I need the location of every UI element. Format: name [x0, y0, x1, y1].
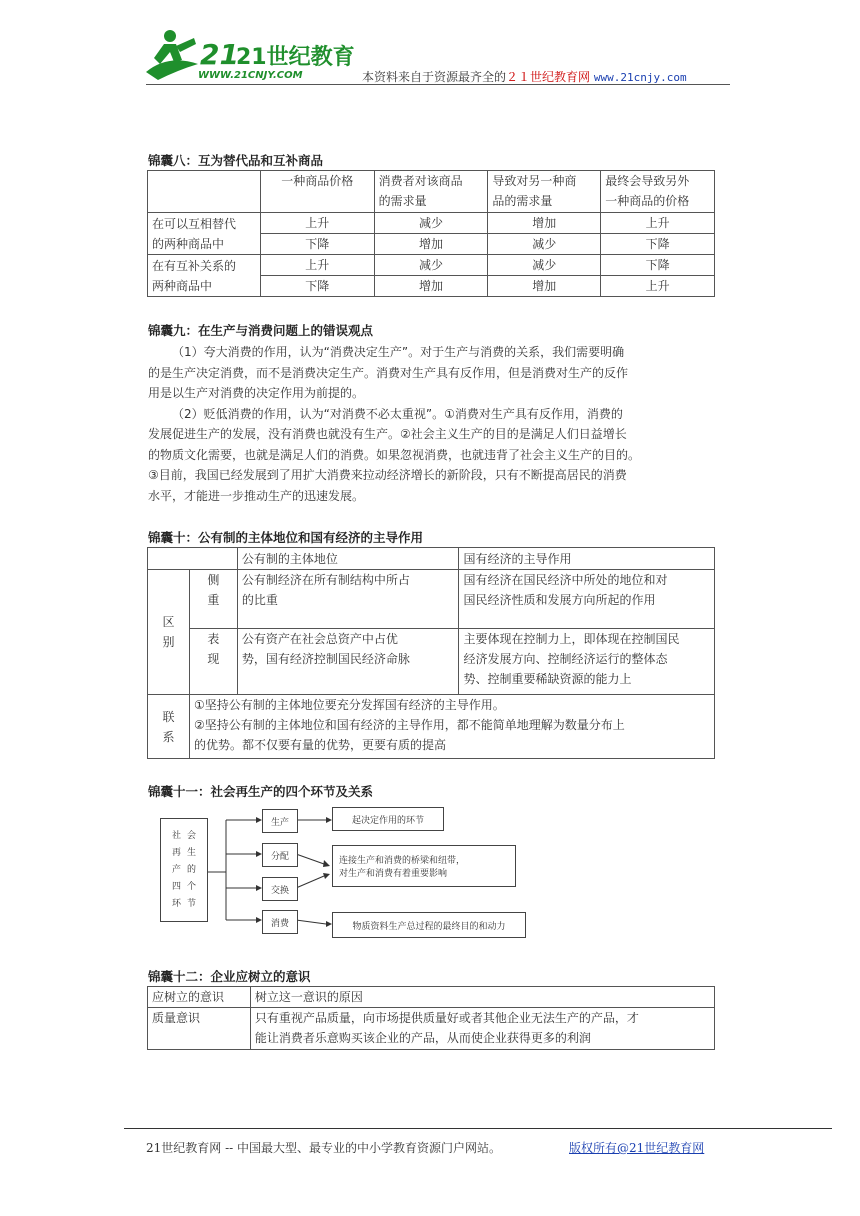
table-cell: 只有重视产品质量，向市场提供质量好或者其他企业无法生产的产品，才 能让消费者乐意购买该企业的产品，从而使企业获得更多的利润 [250, 1008, 714, 1050]
desc-consumption: 物质资料生产总过程的最终目的和动力 [332, 912, 526, 938]
source-brand[interactable]: ２１世纪教育网 [506, 70, 591, 84]
paragraph-line: 发展促进生产的发展，没有消费也就没有生产。②社会主义生产的目的是满足人们日益增长 [148, 427, 627, 441]
reproduction-root-box: 社 再 产 四 环 会 生 的 个 节 [160, 818, 208, 922]
node-consumption: 消费 [262, 910, 298, 934]
table-cell: 增加 [374, 276, 488, 297]
table-cell: 减少 [488, 255, 601, 276]
node-production: 生产 [262, 809, 298, 833]
paragraph-line: 水平，才能进一步推动生产的迅速发展。 [148, 488, 365, 503]
table-cell: 公有制经济在所有制结构中所占 的比重 [237, 570, 459, 629]
table-cell: 上升 [260, 213, 374, 234]
svg-text:WWW.21CNJY.COM: WWW.21CNJY.COM [198, 70, 303, 81]
table-cell: 上升 [260, 255, 374, 276]
table-cell: 下降 [260, 276, 374, 297]
ownership-table [147, 547, 715, 759]
substitute-complement-table [147, 170, 715, 297]
table-cell: 国有经济在国民经济中所处的地位和对 国民经济性质和发展方向所起的作用 [459, 570, 715, 629]
section9-body [148, 342, 714, 506]
desc-distribution-exchange: 连接生产和消费的桥梁和纽带， 对生产和消费有着重要影响 [332, 845, 516, 887]
row-label-emphasis: 侧 重 [189, 570, 237, 629]
source-prefix: 本资料来自于资源最齐全的 [362, 70, 507, 84]
section11-title: 锦囊十一：社会再生产的四个环节及关系 [148, 784, 374, 799]
table-cell: 增加 [488, 213, 601, 234]
header-source-text [362, 68, 687, 85]
section8-title: 锦囊八：互为替代品和互补商品 [148, 153, 324, 168]
source-url-link[interactable]: www.21cnjy.com [593, 71, 687, 84]
section12-title: 锦囊十二：企业应树立的意识 [148, 969, 311, 984]
table-header-cell: 一种商品价格 [260, 171, 374, 213]
table-corner-cell [148, 171, 261, 213]
header-divider [146, 84, 730, 85]
table-cell: 公有资产在社会总资产中占优 势，国有经济控制国民经济命脉 [237, 629, 459, 695]
paragraph-line: （2）贬低消费的作用，认为“对消费不必太重视”。①消费对生产具有反作用，消费的 [172, 406, 623, 421]
table-cell: 减少 [374, 213, 488, 234]
node-exchange: 交换 [262, 877, 298, 901]
node-distribution: 分配 [262, 843, 298, 867]
table-cell: 质量意识 [148, 1008, 251, 1050]
table-cell: 下降 [601, 255, 715, 276]
site-logo[interactable] [138, 24, 355, 88]
svg-text:21: 21 [200, 38, 239, 71]
table-header-cell: 消费者对该商品 的需求量 [374, 171, 488, 213]
table-cell: 下降 [601, 234, 715, 255]
paragraph-line: 的物质文化需要，也就是满足人们的消费。如果忽视消费，也就违背了社会主义生产的目的。 [148, 447, 641, 462]
table-cell: 增加 [374, 234, 488, 255]
table-header-cell: 导致对另一种商 品的需求量 [488, 171, 601, 213]
paragraph-line: 用是以生产对消费的决定作用为前提的。 [148, 386, 365, 400]
table-cell: 上升 [601, 276, 715, 297]
row-label-substitutes: 在可以互相替代 的两种商品中 [148, 213, 261, 255]
table-header-cell: 应树立的意识 [148, 987, 251, 1008]
table-cell: 主要体现在控制力上，即体现在控制国民 经济发展方向、控制经济运行的整体态 势、控制重要稀缺资源的能力上 [459, 629, 715, 695]
footer-copyright-link[interactable]: 版权所有@21世纪教育网 [569, 1141, 705, 1155]
section10-title: 锦囊十：公有制的主体地位和国有经济的主导作用 [148, 530, 424, 545]
table-cell: 下降 [260, 234, 374, 255]
paragraph-line: 的是生产决定消费，而不是消费决定生产。消费对生产具有反作用，但是消费对生产的反作 [148, 365, 629, 380]
table-cell: ①坚持公有制的主体地位要充分发挥国有经济的主导作用。 ②坚持公有制的主体地位和国有经济的主导作用，都不能简单地理解为数量分布上 的优势。都不仅要有量的优势，更要有质的提高 [189, 695, 714, 759]
runner-logo-icon [138, 24, 355, 88]
svg-text:21世纪教育: 21世纪教育 [236, 45, 355, 70]
table-cell: 上升 [601, 213, 715, 234]
section9-title: 锦囊九：在生产与消费问题上的错误观点 [148, 323, 374, 338]
enterprise-awareness-table [147, 986, 715, 1050]
row-label-complements: 在有互补关系的 两种商品中 [148, 255, 261, 297]
table-cell: 减少 [488, 234, 601, 255]
paragraph-line: ③目前，我国已经发展到了用扩大消费来拉动经济增长的新阶段，只有不断提高居民的消费 [148, 468, 627, 482]
table-cell: 增加 [488, 276, 601, 297]
row-label-difference: 区 别 [148, 570, 190, 695]
table-header-cell: 树立这一意识的原因 [250, 987, 714, 1008]
row-label-connection: 联 系 [148, 695, 190, 759]
desc-production: 起决定作用的环节 [332, 807, 444, 831]
paragraph-line: （1）夸大消费的作用，认为“消费决定生产”。对于生产与消费的关系，我们需要明确 [172, 345, 625, 359]
row-label-manifestation: 表 现 [189, 629, 237, 695]
table-header-cell: 最终会导致另外 一种商品的价格 [601, 171, 715, 213]
table-header-cell: 公有制的主体地位 [237, 548, 459, 570]
table-cell: 减少 [374, 255, 488, 276]
footer-divider [124, 1128, 832, 1129]
table-corner-cell [148, 548, 238, 570]
table-header-cell: 国有经济的主导作用 [459, 548, 715, 570]
footer-tagline: 21世纪教育网 -- 中国最大型、最专业的中小学教育资源门户网站。 [146, 1141, 502, 1155]
